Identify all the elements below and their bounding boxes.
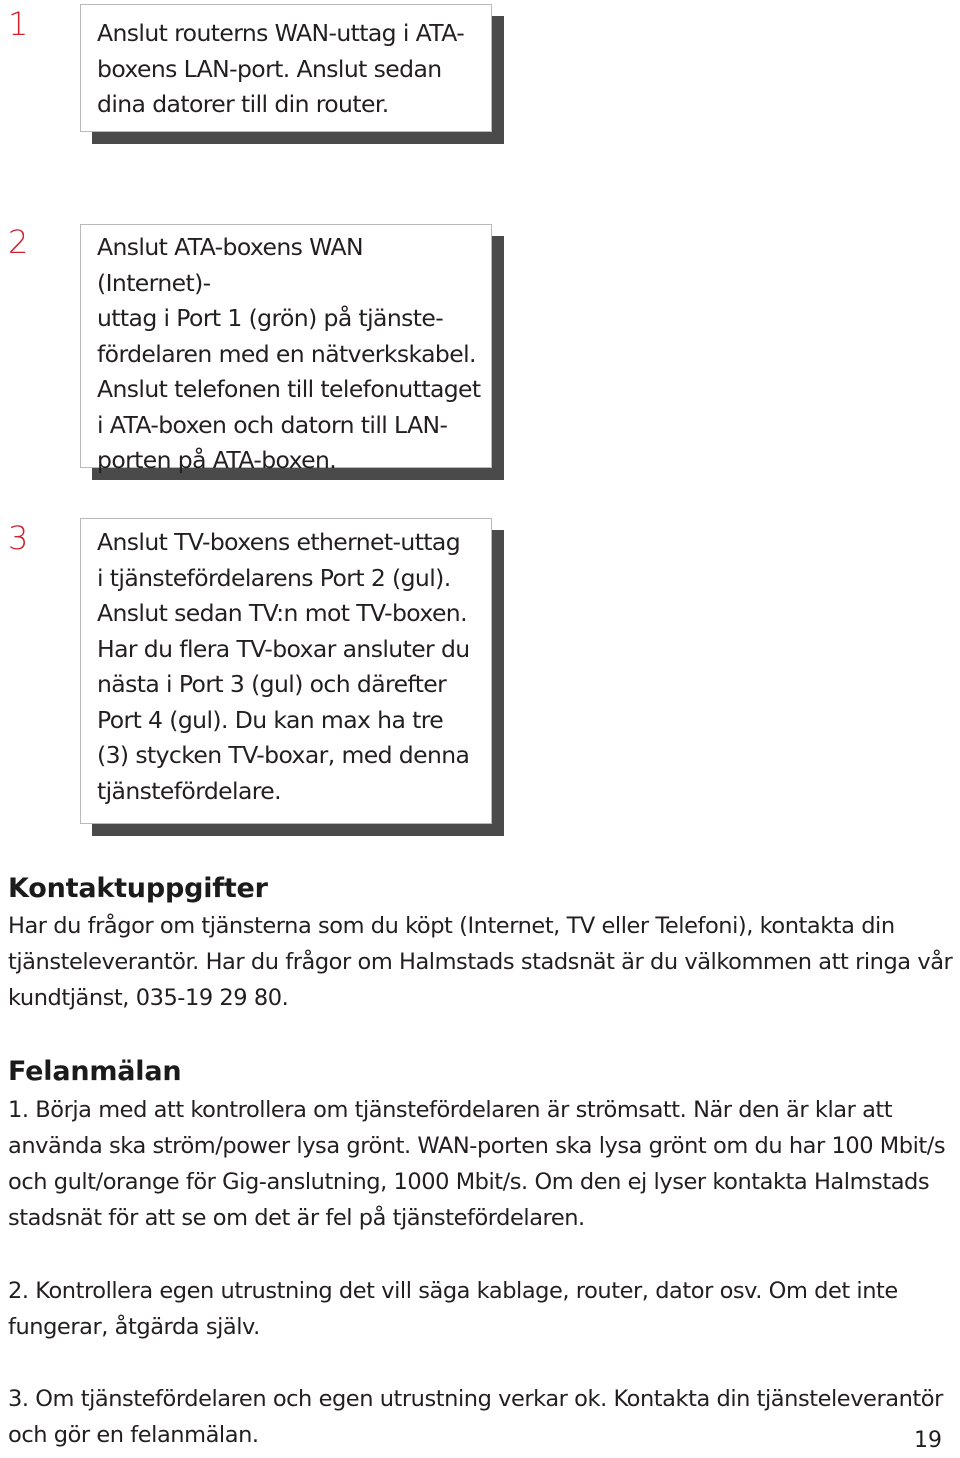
page-number: 19 bbox=[914, 1428, 942, 1453]
step-1-text: Anslut routerns WAN-uttag i ATA- boxens LAN-port. Anslut sedan dina datorer till din router. bbox=[97, 19, 465, 118]
fault-heading: Felanmälan bbox=[8, 1056, 182, 1087]
step-1-number: 1 bbox=[8, 5, 29, 43]
step-2-text: Anslut ATA-boxens WAN (Internet)- uttag i Port 1 (grön) på tjänste- fördelaren med en nätverkskabel. Anslut telefonen till telefonuttaget i ATA-boxen och datorn till LAN- porten på ATA-boxen. bbox=[97, 233, 481, 474]
step-3-number: 3 bbox=[8, 519, 29, 557]
fault-item-3: 3. Om tjänstefördelaren och egen utrustning verkar ok. Kontakta din tjänsteleverantör och gör en felanmälan. bbox=[8, 1386, 943, 1448]
contact-heading: Kontaktuppgifter bbox=[8, 873, 268, 904]
fault-item-2: 2. Kontrollera egen utrustning det vill säga kablage, router, dator osv. Om det inte fungerar, åtgärda själv. bbox=[8, 1278, 898, 1340]
step-3-box bbox=[80, 518, 492, 824]
step-1-box bbox=[80, 4, 492, 132]
step-2-number: 2 bbox=[8, 223, 29, 261]
step-3-text: Anslut TV-boxens ethernet-uttag i tjänstefördelarens Port 2 (gul). Anslut sedan TV:n mot TV-boxen. Har du flera TV-boxar ansluter du nästa i Port 3 (gul) och därefter Port 4 (gul). Du kan max ha tre (3) stycken TV-boxar, med denna tjänstefördelare. bbox=[97, 528, 470, 805]
fault-item-1: 1. Börja med att kontrollera om tjänstefördelaren är strömsatt. När den är klar att använda ska ström/power lysa grönt. WAN-porten ska lysa grönt om du har 100 Mbit/s och gult/orange för Gig-anslutning, 1000 Mbit/s. Om den ej lyser kontakta Halmstads stadsnät för att se om det är fel på tjänstefördelaren. bbox=[8, 1097, 946, 1231]
step-2-box bbox=[80, 224, 492, 474]
contact-body: Har du frågor om tjänsterna som du köpt (Internet, TV eller Telefoni), kontakta din tjänsteleverantör. Har du frågor om Halmstads stadsnät är du välkommen att ringa vår kundtjänst, 035-19 29 80. bbox=[8, 913, 953, 1011]
